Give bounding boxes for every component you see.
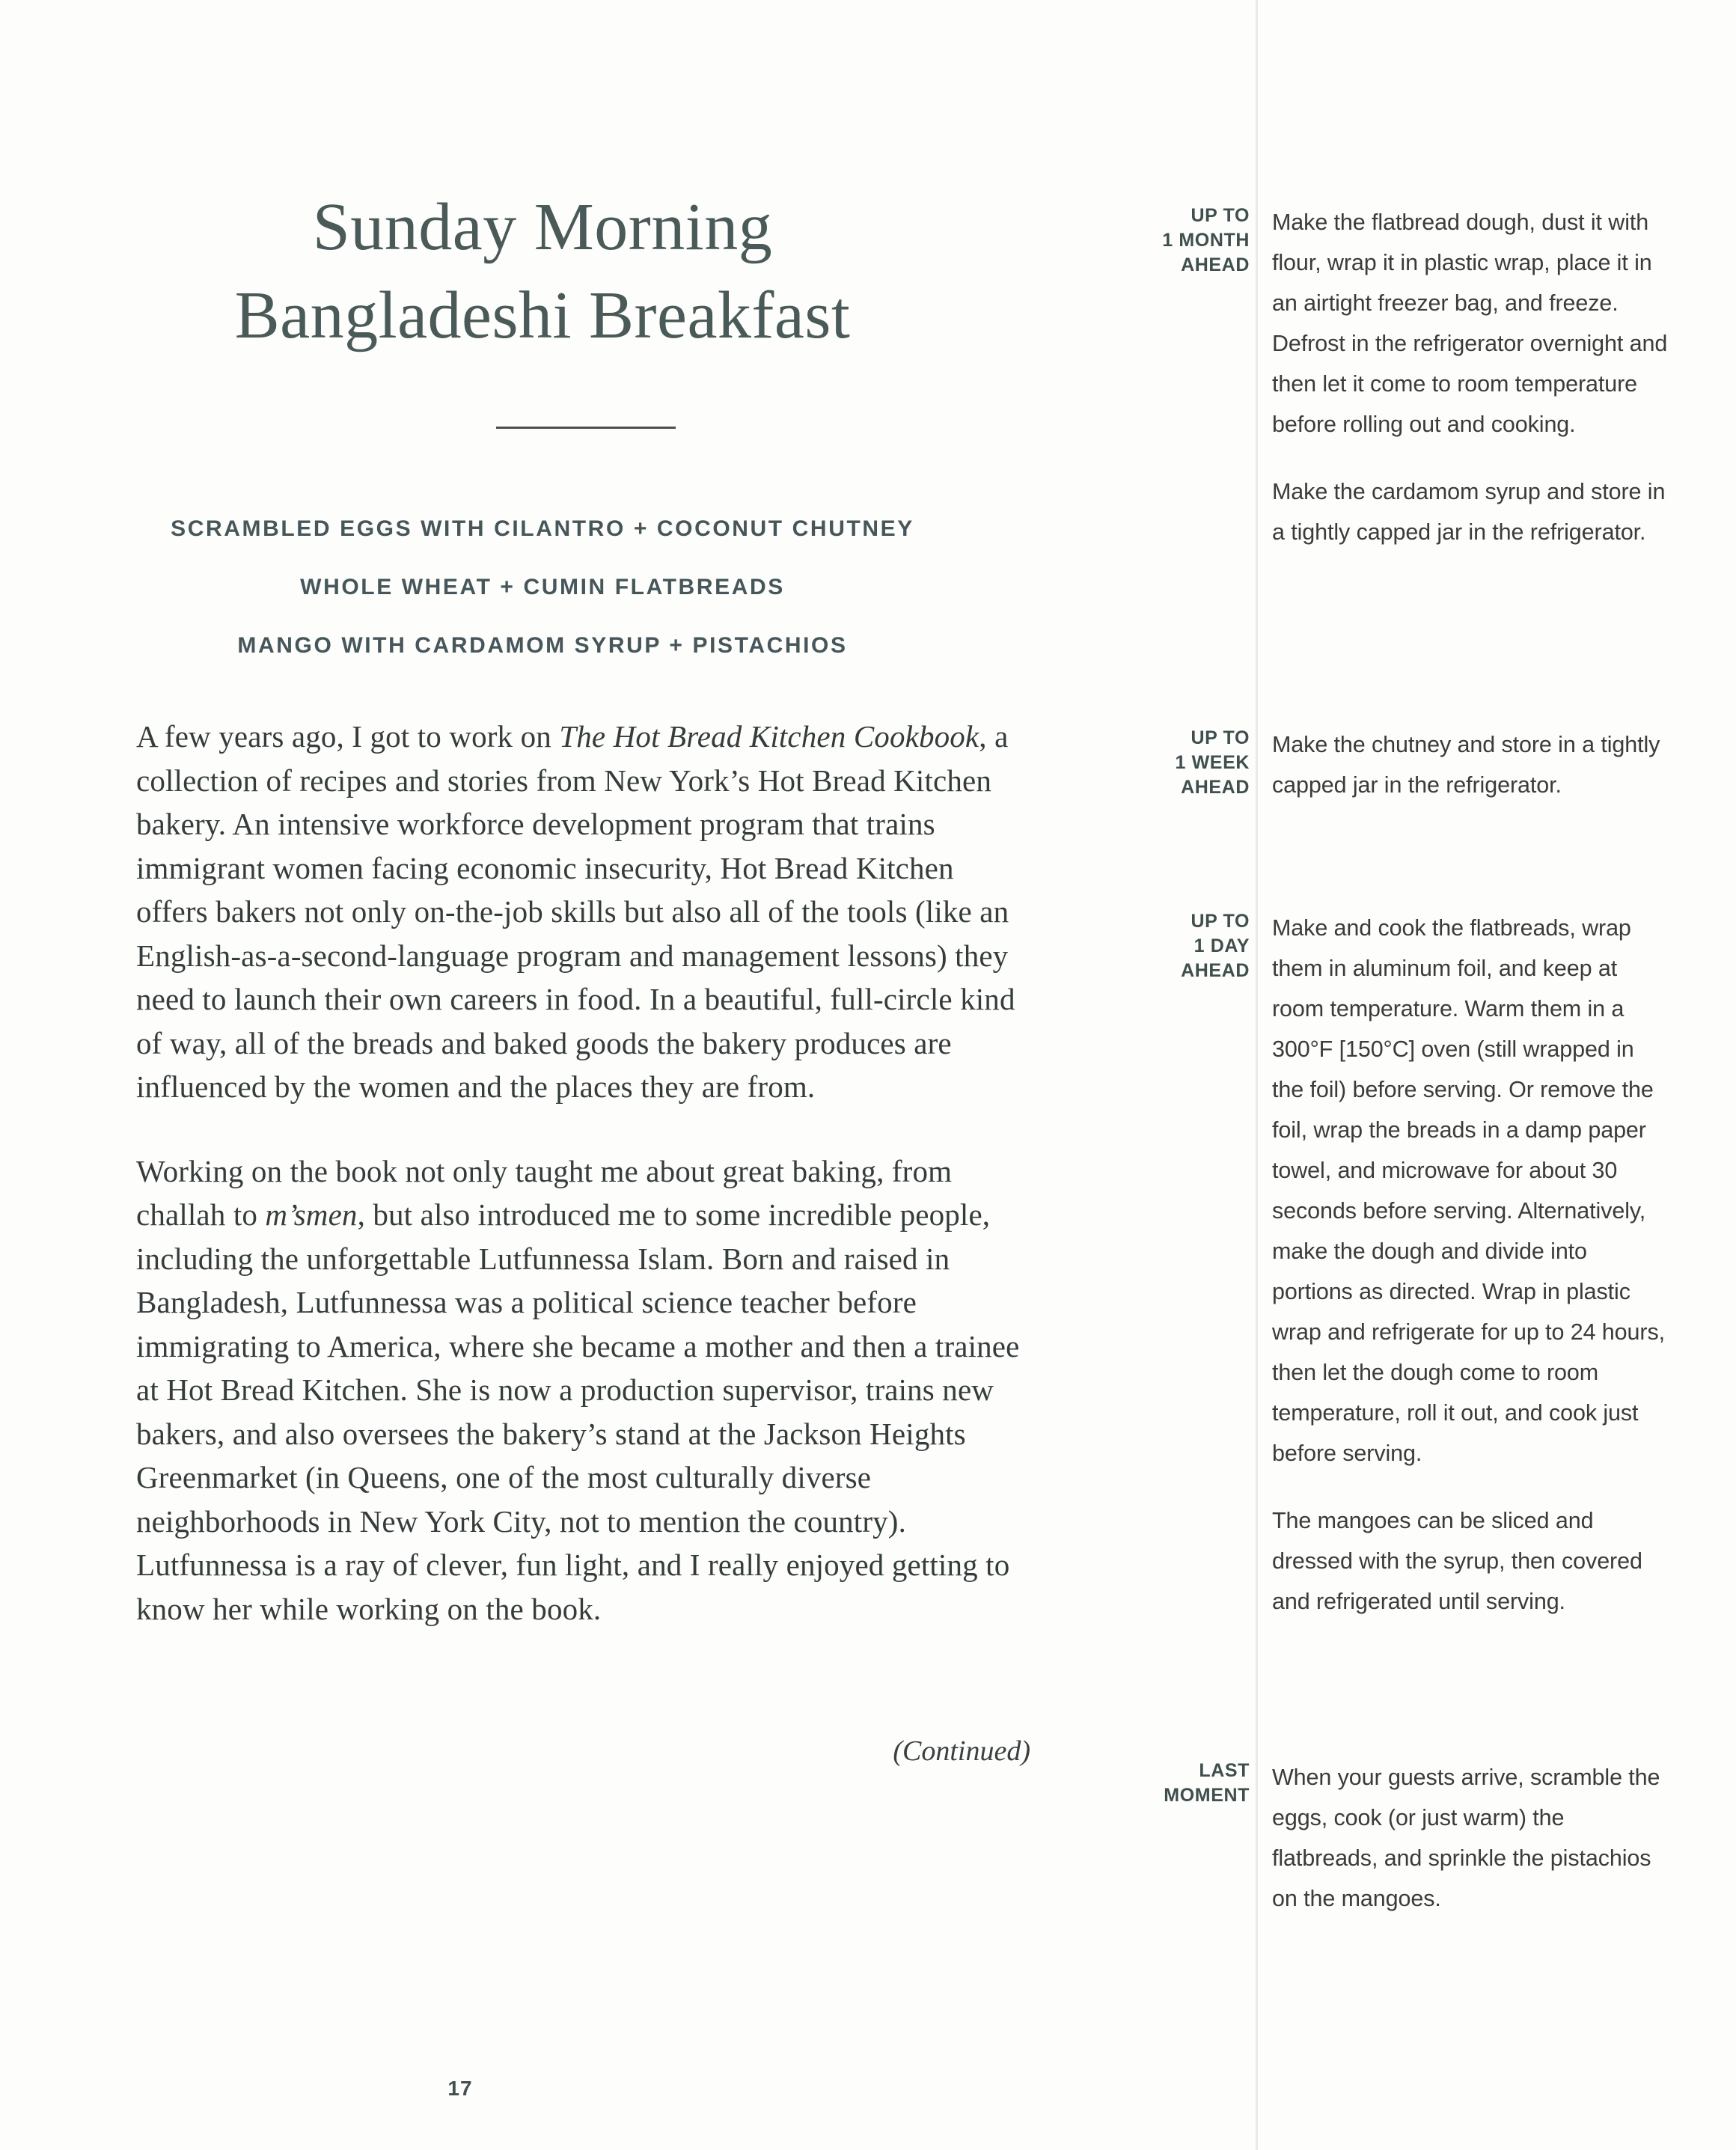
page-title-line-2: Bangladeshi Breakfast (234, 278, 851, 352)
timeline-paragraph: Make the flatbread dough, dust it with flour, wrap it in plastic wrap, place it in an airtight freezer bag, and freeze. Defrost in the refrigerator overnight and then let it come to room temperature before rolling out and cooking. (1272, 210, 1668, 437)
timeline-label-line: AHEAD (1181, 960, 1250, 981)
essay-paragraph (136, 715, 1030, 1109)
foreign-term-italic: m’smen (265, 1197, 358, 1232)
essay-text-run: Working on the book not only taught me about great baking, from challah to (136, 1153, 953, 1232)
page-number: 17 (447, 2077, 473, 2100)
timeline-paragraph: Make the cardamom syrup and store in a tightly capped jar in the refrigerator. (1272, 479, 1666, 545)
essay-text-run: , but also introduced me to some incredible people, including the unforgettable Lutfunnessa Islam. Born and raised in Bangladesh, Lutfunnessa was a political science teacher before immigrating to America, where she became a mother and then a trainee at Hot Bread Kitchen. She is now a production supervisor, trains new bakers, and also oversees the bakery’s stand at the Jackson Heights Greenmarket (in Queens, one of the most culturally diverse neighborhoods in New York City, not to mention the country). Lutfunnessa is a ray of clever, fun light, and I really enjoyed getting to know her while working on the book. (136, 1197, 1020, 1626)
menu-item: SCRAMBLED EGGS WITH CILANTRO + COCONUT CHUTNEY (171, 516, 914, 541)
timeline-label (1130, 204, 1250, 278)
continued-note: (Continued) (893, 1735, 1030, 1767)
timeline-label (1130, 1759, 1250, 1808)
timeline-label-line: AHEAD (1181, 254, 1250, 275)
timeline-paragraph: Make the chutney and store in a tightly capped jar in the refrigerator. (1272, 732, 1660, 798)
timeline-label-line: UP TO (1191, 205, 1250, 226)
timeline-label-line: MOMENT (1164, 1785, 1250, 1806)
timeline-body (1272, 908, 1669, 1622)
menu-item: MANGO WITH CARDAMOM SYRUP + PISTACHIOS (237, 633, 848, 658)
timeline-label (1130, 726, 1250, 800)
essay-paragraph (136, 1149, 1030, 1631)
timeline-body (1272, 1757, 1669, 1919)
timeline-body (1272, 202, 1669, 552)
timeline-label-line: LAST (1199, 1760, 1250, 1781)
timeline-label-line: AHEAD (1181, 777, 1250, 798)
timeline-paragraph: Make and cook the flatbreads, wrap them in aluminum foil, and keep at room temperature. Warm them in a 300°F [150°C] oven (still wrapped in the foil) before serving. Or remove the foil, wrap the breads in a damp paper towel, and microwave for about 30 seconds before serving. Alternatively, make the dough and divide into portions as directed. Wrap in plastic wrap and refrigerate for up to 24 hours, then let the dough come to room temperature, roll it out, and cook just before serving. (1272, 915, 1665, 1466)
timeline-label-line: UP TO (1191, 727, 1250, 748)
timeline-paragraph: When your guests arrive, scramble the eggs, cook (or just warm) the flatbreads, and sprinkle the pistachios on the mangoes. (1272, 1765, 1660, 1911)
title-divider (496, 427, 676, 429)
timeline-label-line: 1 DAY (1194, 935, 1250, 956)
page-title-line-1: Sunday Morning (312, 190, 773, 264)
page-title (112, 183, 973, 360)
timeline-paragraph: The mangoes can be sliced and dressed with the syrup, then covered and refrigerated until serving. (1272, 1508, 1642, 1614)
menu-list (112, 516, 973, 659)
timeline-body (1272, 724, 1669, 805)
timeline-label-line: 1 WEEK (1175, 752, 1250, 773)
timeline-label (1130, 909, 1250, 983)
timeline-label-line: UP TO (1191, 911, 1250, 932)
essay-text-run: , a collection of recipes and stories from New York’s Hot Bread Kitchen bakery. An intensive workforce development program that trains immigrant women facing economic insecurity, Hot Bread Kitchen offers bakers not only on-the-job skills but also all of the tools (like an English-as-a-second-language program and management lessons) they need to launch their own careers in food. In a beautiful, full-circle kind of way, all of the breads and baked goods the bakery produces are influenced by the women and the places they are from. (136, 719, 1015, 1104)
make-ahead-timeline (1130, 0, 1736, 2150)
book-title-italic: The Hot Bread Kitchen Cookbook (559, 719, 979, 754)
menu-item: WHOLE WHEAT + CUMIN FLATBREADS (300, 575, 785, 599)
essay-body (136, 715, 1030, 1671)
timeline-label-line: 1 MONTH (1162, 230, 1250, 251)
essay-text-run: A few years ago, I got to work on (136, 719, 560, 754)
